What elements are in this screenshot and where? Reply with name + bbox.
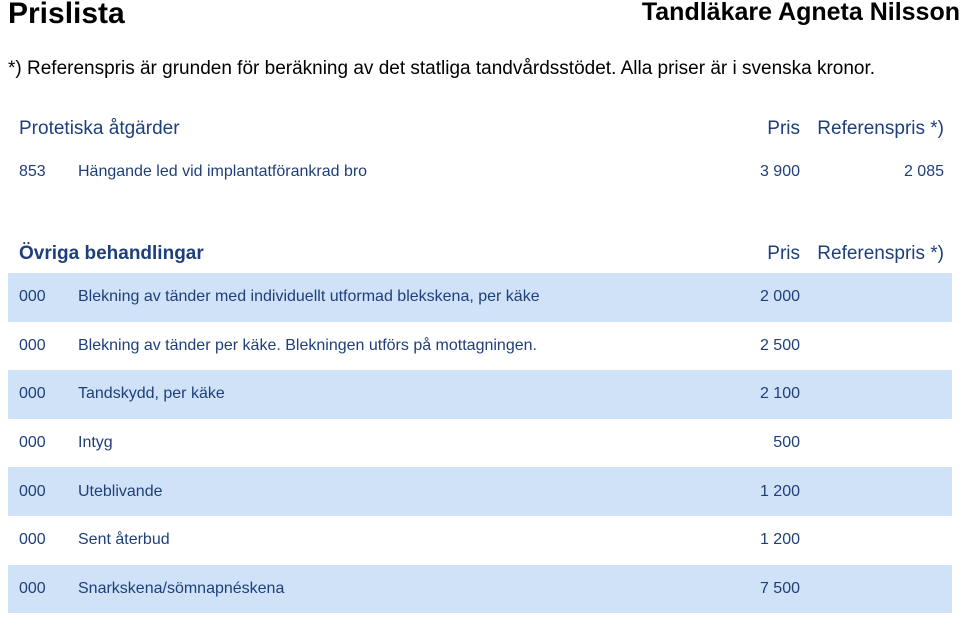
table-row bbox=[8, 370, 952, 419]
treatment-code: 000 bbox=[19, 434, 46, 452]
table-row bbox=[8, 419, 952, 468]
treatment-price: 1 200 bbox=[759, 531, 800, 549]
treatment-code: 000 bbox=[19, 482, 46, 500]
table-row bbox=[8, 565, 952, 614]
treatment-code: 000 bbox=[19, 385, 46, 403]
treatment-price: 7 500 bbox=[759, 579, 800, 597]
treatment-description: Blekning av tänder per käke. Blekningen utförs på mottagningen. bbox=[78, 336, 537, 354]
treatment-price: 2 500 bbox=[759, 336, 800, 354]
reference-price-column-header: Referenspris *) bbox=[817, 243, 944, 264]
treatment-code: 853 bbox=[19, 163, 46, 181]
section-title: Övriga behandlingar bbox=[19, 243, 204, 264]
section-ovriga bbox=[8, 243, 952, 613]
treatment-code: 000 bbox=[19, 531, 46, 549]
treatment-description: Snarkskena/sömnapnéskena bbox=[78, 579, 285, 597]
treatment-code: 000 bbox=[19, 336, 46, 354]
treatment-price: 2 100 bbox=[759, 385, 800, 403]
table-row bbox=[8, 322, 952, 371]
treatment-description: Hängande led vid implantatförankrad bro bbox=[78, 163, 368, 181]
treatment-price: 2 000 bbox=[759, 288, 800, 306]
treatment-description: Intyg bbox=[78, 434, 113, 452]
treatment-reference-price: 2 085 bbox=[903, 163, 944, 181]
treatment-description: Blekning av tänder med individuellt utformad blekskena, per käke bbox=[78, 288, 540, 306]
doctor-name: Tandläkare Agneta Nilsson bbox=[641, 0, 960, 26]
section-title: Protetiska åtgärder bbox=[19, 118, 180, 139]
section-header bbox=[8, 243, 952, 267]
table-row bbox=[8, 273, 952, 322]
treatment-code: 000 bbox=[19, 288, 46, 306]
section-protetiska bbox=[8, 118, 952, 197]
treatment-price: 3 900 bbox=[759, 163, 800, 181]
table-row bbox=[8, 148, 952, 197]
treatment-description: Sent återbud bbox=[78, 531, 170, 549]
treatment-code: 000 bbox=[19, 579, 46, 597]
treatment-description: Uteblivande bbox=[78, 482, 163, 500]
table-row bbox=[8, 516, 952, 565]
table-row bbox=[8, 467, 952, 516]
treatment-price: 1 200 bbox=[759, 482, 800, 500]
section-header bbox=[8, 118, 952, 142]
treatment-description: Tandskydd, per käke bbox=[78, 385, 225, 403]
reference-note: *) Referenspris är grunden för beräkning av det statliga tandvårdsstödet. Alla priser är i svenska kronor. bbox=[8, 58, 876, 79]
reference-price-column-header: Referenspris *) bbox=[817, 118, 944, 139]
price-column-header: Pris bbox=[767, 243, 800, 264]
price-column-header: Pris bbox=[767, 118, 800, 139]
treatment-price: 500 bbox=[773, 434, 800, 452]
page-title: Prislista bbox=[8, 0, 125, 30]
